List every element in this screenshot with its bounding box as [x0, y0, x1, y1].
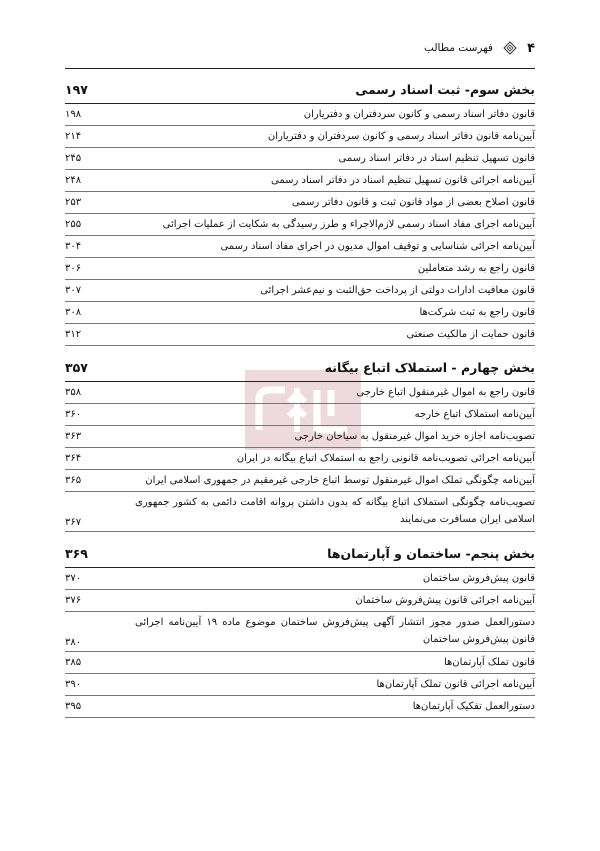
toc-entry-title: آیین‌نامه قانون دفاتر اسناد رسمی و کانون سردفتران و دفتریاران: [267, 131, 535, 142]
toc-entry-page-number: ۲۱۴: [65, 131, 82, 142]
toc-entry-title: قانون معافیت ادارات دولتی از پرداخت حق‌الثبت و نیم‌عشر اجرائی: [260, 285, 535, 296]
toc-entry-title: تصویب‌نامه اجازه خرید اموال غیرمنقول به سیاحان خارجی: [294, 431, 535, 442]
toc-entry-page-number: ۳۹۵: [65, 701, 82, 712]
toc-entry-title: دستورالعمل تفکیک آپارتمان‌ها: [412, 701, 535, 712]
section-page-number: ۳۶۹: [65, 546, 88, 561]
toc-entry-title: قانون پیش‌فروش ساختمان: [422, 573, 535, 584]
toc-entry[interactable]: [65, 674, 535, 696]
toc-entry-page-number: ۳۷۰: [65, 573, 82, 584]
toc-entry-page-number: ۲۴۸: [65, 175, 82, 186]
toc-entry-title: آیین‌نامه چگونگی تملک اموال غیرمنقول توسط اتباع خارجی غیرمقیم در جمهوری اسلامی ایران: [145, 475, 535, 486]
toc-entry[interactable]: [65, 236, 535, 258]
section-title: بخش پنجم- ساختمان و آپارتمان‌ها: [327, 546, 535, 561]
toc-entry-page-number: ۳۰۴: [65, 241, 82, 252]
toc-entry-page-number: ۲۵۵: [65, 219, 82, 230]
toc-entry-title: قانون راجع به اموال غیرمنقول اتباع خارجی: [356, 387, 535, 398]
toc-entry[interactable]: [65, 612, 535, 652]
toc-entry[interactable]: [65, 302, 535, 324]
toc-entry-page-number: ۳۰۷: [65, 285, 82, 296]
section-heading[interactable]: [65, 540, 535, 568]
toc-entry[interactable]: [65, 492, 535, 532]
toc-entry-page-number: ۳۸۰: [65, 637, 82, 648]
toc-entry[interactable]: [65, 568, 535, 590]
toc-entry-page-number: ۳۵۸: [65, 387, 82, 398]
toc-entry[interactable]: [65, 696, 535, 718]
toc-entry[interactable]: [65, 192, 535, 214]
section-heading[interactable]: [65, 354, 535, 382]
toc-entry-page-number: ۳۸۵: [65, 657, 82, 668]
toc-entry-title: آیین‌نامه اجرائی تصویب‌نامه قانونی راجع به استملاک اتباع بیگانه در ایران: [236, 453, 535, 464]
table-of-contents: [65, 76, 535, 718]
section-page-number: ۱۹۷: [65, 82, 88, 97]
toc-entry-title: دستورالعمل صدور مجوز انتشار آگهی پیش‌فروش ساختمان موضوع ماده ۱۹ آیین‌نامه اجرائی قانون پیش‌فروش ساختمان: [135, 617, 535, 645]
toc-entry[interactable]: [65, 652, 535, 674]
toc-entry[interactable]: [65, 470, 535, 492]
ornament-diamond-icon: [503, 41, 517, 55]
toc-entry-page-number: ۳۶۴: [65, 453, 82, 464]
toc-entry[interactable]: [65, 324, 535, 346]
header-title: فهرست مطالب: [424, 42, 494, 54]
toc-entry-page-number: ۳۶۳: [65, 431, 82, 442]
toc-entry-page-number: ۳۶۷: [65, 517, 82, 528]
toc-entry-title: آیین‌نامه اجرائی قانون تملک آپارتمان‌ها: [376, 679, 535, 690]
page-header: [65, 40, 535, 56]
toc-entry[interactable]: [65, 590, 535, 612]
toc-entry-title: قانون حمایت از مالکیت صنعتی: [406, 329, 535, 340]
toc-entry-page-number: ۲۴۵: [65, 153, 82, 164]
toc-entry-title: قانون راجع به ثبت شرکت‌ها: [419, 307, 535, 318]
toc-entry-page-number: ۳۷۶: [65, 595, 82, 606]
toc-entry-page-number: ۳۰۸: [65, 307, 82, 318]
toc-entry[interactable]: [65, 448, 535, 470]
section-page-number: ۳۵۷: [65, 360, 88, 375]
page-number: ۴: [527, 40, 535, 56]
section-title: بخش سوم- ثبت اسناد رسمی: [355, 82, 535, 97]
toc-entry-title: آیین‌نامه استملاک اتباع خارجه: [414, 409, 535, 420]
toc-entry-title: آیین‌نامه اجرائی قانون پیش‌فروش ساختمان: [355, 595, 535, 606]
toc-entry[interactable]: [65, 280, 535, 302]
toc-entry-page-number: ۳۶۰: [65, 409, 82, 420]
toc-entry-page-number: ۱۹۸: [65, 109, 82, 120]
section-title: بخش چهارم - استملاک اتباع بیگانه: [324, 360, 535, 375]
toc-entry[interactable]: [65, 214, 535, 236]
toc-entry-title: قانون دفاتر اسناد رسمی و کانون سردفتران و دفتریاران: [303, 109, 535, 120]
toc-entry-title: تصویب‌نامه چگونگی استملاک اتباع بیگانه که بدون داشتن پروانه اقامت دائمی به کشور جمهوری اسلامی ایران مسافرت می‌نمایند: [135, 497, 535, 525]
toc-entry[interactable]: [65, 148, 535, 170]
toc-entry-title: قانون تسهیل تنظیم اسناد در دفاتر اسناد رسمی: [338, 153, 535, 164]
toc-entry[interactable]: [65, 382, 535, 404]
toc-entry-title: آیین‌نامه اجرائی شناسایی و توقیف اموال مدیون در اجرای مفاد اسناد رسمی: [220, 241, 535, 252]
toc-entry-title: قانون راجع به رشد متعاملین: [417, 263, 535, 274]
toc-entry[interactable]: [65, 258, 535, 280]
toc-entry[interactable]: [65, 104, 535, 126]
toc-entry-title: آیین‌نامه اجرای مفاد اسناد رسمی لازم‌الاجراء و طرز رسیدگی به شکایت از عملیات اجرائی: [162, 219, 535, 230]
toc-entry-page-number: ۳۰۶: [65, 263, 82, 274]
toc-entry-page-number: ۳۱۲: [65, 329, 82, 340]
header-divider: [65, 68, 535, 69]
toc-entry-page-number: ۲۵۳: [65, 197, 82, 208]
section-heading[interactable]: [65, 76, 535, 104]
toc-entry-title: قانون تملک آپارتمان‌ها: [443, 657, 535, 668]
toc-entry-page-number: ۳۶۵: [65, 475, 82, 486]
toc-entry-title: آیین‌نامه اجرائی قانون تسهیل تنظیم اسناد در دفاتر اسناد رسمی: [271, 175, 535, 186]
toc-entry[interactable]: [65, 170, 535, 192]
toc-entry-title: قانون اصلاح بعضی از مواد قانون ثبت و قانون دفاتر رسمی: [291, 197, 535, 208]
toc-entry[interactable]: [65, 426, 535, 448]
toc-entry-page-number: ۳۹۰: [65, 679, 82, 690]
toc-entry[interactable]: [65, 404, 535, 426]
toc-entry[interactable]: [65, 126, 535, 148]
